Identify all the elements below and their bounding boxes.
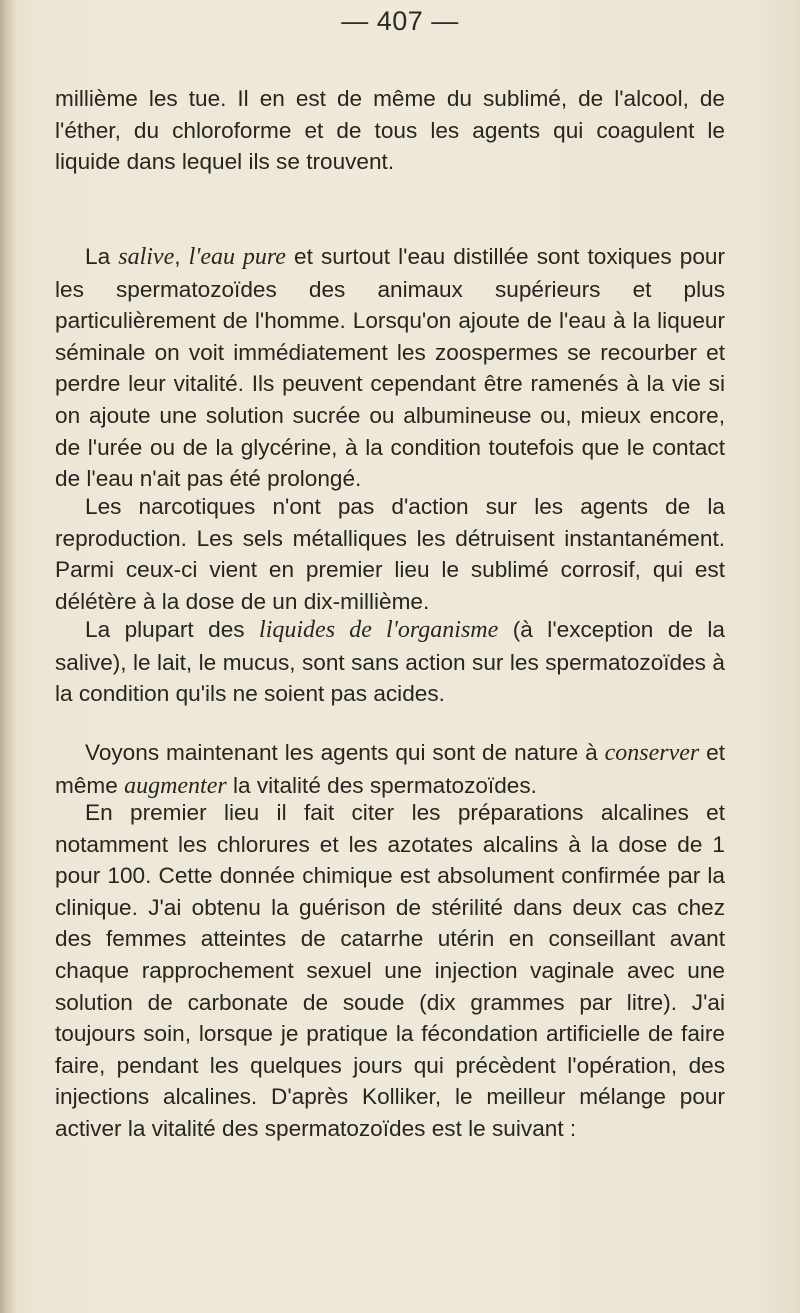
- paragraph-text: [55, 241, 725, 495]
- paragraph-salive: [55, 241, 725, 495]
- paragraph-text: [55, 614, 725, 710]
- paragraph-text: [55, 737, 725, 802]
- paragraph-voyons: [55, 737, 725, 802]
- paragraph-text: Les narcotiques n'ont pas d'action sur les agents de la reproduction. Les sels métalliques les détruisent instantanément. Parmi ceux-ci vient en premier lieu le sublimé corrosif, qui est délétère à la dose de un dix-millième.: [55, 494, 725, 614]
- paragraph-premier-lieu: [55, 797, 725, 1145]
- paragraph-text: millième les tue. Il en est de même du sublimé, de l'alcool, de l'éther, du chloroforme et de tous les agents qui coagulent le liquide dans lequel ils se trouvent.: [55, 86, 725, 175]
- text-run: et surtout l'eau distillée sont toxiques pour les spermatozoïdes des animaux supérieurs et plus particulièrement de l'homme. Lorsqu'on ajoute de l'eau à la liqueur séminale on voit immédiatement les zoospermes se recourber et perdre leur vitalité. Ils peuvent cependant être ramenés à la vie si on ajoute une solution sucrée ou albumineuse ou, mieux encore, de l'urée ou de la glycérine, à la condition toutefois que le contact de l'eau n'ait pas été prolongé.: [55, 244, 725, 492]
- paragraph-continuation: [55, 83, 725, 178]
- emphasis-liquides: liquides de l'organisme: [259, 617, 499, 643]
- paragraph-narcotiques: [55, 491, 725, 617]
- page-number: — 407 —: [341, 6, 459, 36]
- binding-shadow: [0, 0, 16, 1313]
- text-run: et même: [55, 740, 726, 798]
- paragraph-text: En premier lieu il fait citer les préparations alcalines et notamment les chlorures et les azotates alcalins à la dose de 1 pour 100. Cette donnée chimique est absolument confirmée par la clinique. J'ai obtenu la guérison de stérilité dans deux cas chez des femmes atteintes de catarrhe utérin en conseillant avant chaque rapprochement sexuel une injection vaginale avec une solution de carbonate de soude (dix grammes par litre). J'ai toujours soin, lorsque je pratique la fécondation artificielle de faire faire, pendant les quelques jours qui précèdent l'opération, des injections alcalines. D'après Kolliker, le meilleur mélange pour activer la vitalité des spermatozoïdes est le suivant :: [55, 800, 725, 1141]
- text-run: Voyons maintenant les agents qui sont de nature à: [85, 740, 605, 765]
- text-run: la vitalité des spermatozoïdes.: [226, 772, 537, 798]
- emphasis-augmenter: augmenter: [124, 772, 227, 799]
- text-run: ,: [174, 244, 189, 269]
- text-run: La: [85, 244, 119, 269]
- text-run: La plupart des: [85, 617, 260, 642]
- paragraph-liquides: [55, 614, 725, 710]
- emphasis-eau-pure: l'eau pure: [188, 244, 286, 270]
- emphasis-conserver: conserver: [604, 740, 700, 766]
- emphasis-salive: salive: [118, 244, 175, 270]
- text-run: (à l'exception de la salive), le lait, le mucus, sont sans action sur les spermatozoïdes à la condition qu'ils ne soient pas acides.: [55, 617, 725, 707]
